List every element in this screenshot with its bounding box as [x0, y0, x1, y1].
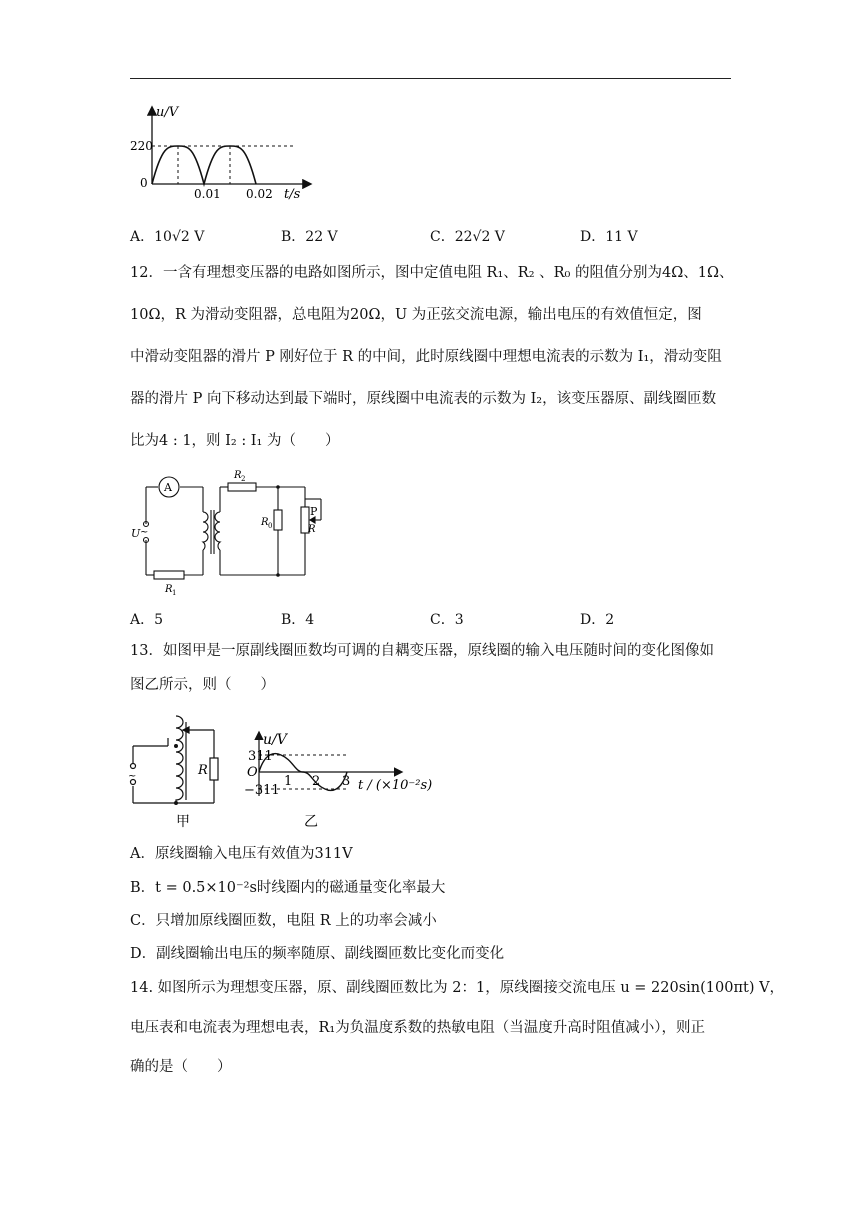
header-rule: [130, 78, 731, 79]
q13-fig-jia: [128, 708, 228, 828]
q11-y-tick: 220: [130, 139, 153, 153]
q13-resistor-label: R: [198, 763, 208, 778]
q11-option-d[interactable]: D．11 V: [580, 229, 638, 245]
r0-resistor: [274, 510, 282, 530]
svg-text:~: ~: [140, 527, 149, 538]
q13-x-label: t / (×10⁻²s): [358, 778, 433, 793]
r1-resistor: [154, 571, 184, 579]
q12-line-4: 器的滑片 P 向下移动达到最下端时，原线圈中电流表的示数为 I₂，该变压器原、副线圈匝数: [130, 391, 717, 407]
q13-x-tick-3: 3: [342, 774, 351, 789]
r1-label: R: [165, 584, 173, 595]
q11-curve: [152, 146, 256, 184]
q12-line-5: 比为4 : 1，则 I₂ : I₁ 为（ ）: [130, 433, 340, 449]
q13-y-min: −311: [244, 783, 280, 798]
r0-sub: 0: [268, 522, 273, 530]
q14-line-1: 14. 如图所示为理想变压器，原、副线圈匝数比为 2：1，原线圈接交流电压 u = 220sin(100πt) V，: [130, 980, 785, 996]
q12-option-a[interactable]: A．5: [130, 612, 164, 628]
q13-y-label: u/V: [263, 732, 287, 748]
q13-line-2: 图乙所示，则（ ）: [130, 677, 275, 693]
source-label: U: [131, 527, 141, 540]
r2-label: R: [234, 470, 242, 481]
q11-origin: 0: [140, 176, 148, 190]
q13-option-c[interactable]: C．只增加原线圈匝数，电阻 R 上的功率会减小: [130, 913, 437, 929]
r1-sub: 1: [172, 589, 177, 597]
r0-label: R: [261, 517, 269, 528]
q11-x-label: t/s: [284, 187, 301, 202]
q13-option-b[interactable]: B．t = 0.5×10⁻²s时线圈内的磁通量变化率最大: [130, 880, 446, 896]
q13-fig-yi: [244, 726, 438, 832]
q11-option-c[interactable]: C．22√2 V: [430, 229, 505, 245]
q12-option-c[interactable]: C．3: [430, 612, 464, 628]
q11-x-tick-1: 0.01: [194, 187, 221, 201]
r2-resistor: [228, 483, 256, 491]
rheostat-label: R: [308, 524, 316, 535]
q12-circuit: [128, 462, 338, 597]
q11-x-tick-2: 0.02: [246, 187, 273, 201]
q11-graph: [130, 100, 320, 212]
q13-option-a[interactable]: A．原线圈输入电压有效值为311V: [130, 846, 353, 862]
q13-line-1: 13．如图甲是一原副线圈匝数均可调的自耦变压器，原线圈的输入电压随时间的变化图像如: [130, 643, 714, 659]
q11-option-a[interactable]: A．10√2 V: [130, 229, 205, 245]
q14-line-2: 电压表和电流表为理想电表，R₁为负温度系数的热敏电阻（当温度升高时阻值减小），则正: [130, 1020, 705, 1036]
q13-caption-yi: 乙: [304, 814, 318, 830]
q12-line-2: 10Ω，R 为滑动变阻器，总电阻为20Ω，U 为正弦交流电源，输出电压的有效值恒定，图: [130, 307, 702, 323]
q12-option-d[interactable]: D．2: [580, 612, 615, 628]
q11-option-b[interactable]: B．22 V: [281, 229, 338, 245]
q13-origin: O: [247, 765, 258, 780]
q13-x-tick-1: 1: [284, 774, 293, 789]
q13-caption-jia: 甲: [176, 814, 190, 830]
r2-sub: 2: [241, 475, 246, 483]
q14-line-3: 确的是（ ）: [130, 1059, 232, 1075]
ammeter-label: A: [164, 481, 172, 494]
q13-source-symbol: ~: [128, 771, 137, 782]
q12-option-b[interactable]: B．4: [281, 612, 315, 628]
q12-line-1: 12．一含有理想变压器的电路如图所示，图中定值电阻 R₁、R₂ 、R₀ 的阻值分别为4Ω、1Ω、: [130, 265, 734, 281]
q13-x-tick-2: 2: [312, 774, 321, 789]
slider-label: P: [310, 505, 318, 518]
q11-y-label: u/V: [156, 105, 179, 120]
q13-y-max: 311: [248, 749, 273, 764]
q13-resistor: [210, 758, 218, 780]
q13-option-d[interactable]: D．副线圈输出电压的频率随原、副线圈匝数比变化而变化: [130, 946, 505, 962]
q12-line-3: 中滑动变阻器的滑片 P 刚好位于 R 的中间，此时原线圈中理想电流表的示数为 I₁，滑动变阻: [130, 349, 722, 365]
